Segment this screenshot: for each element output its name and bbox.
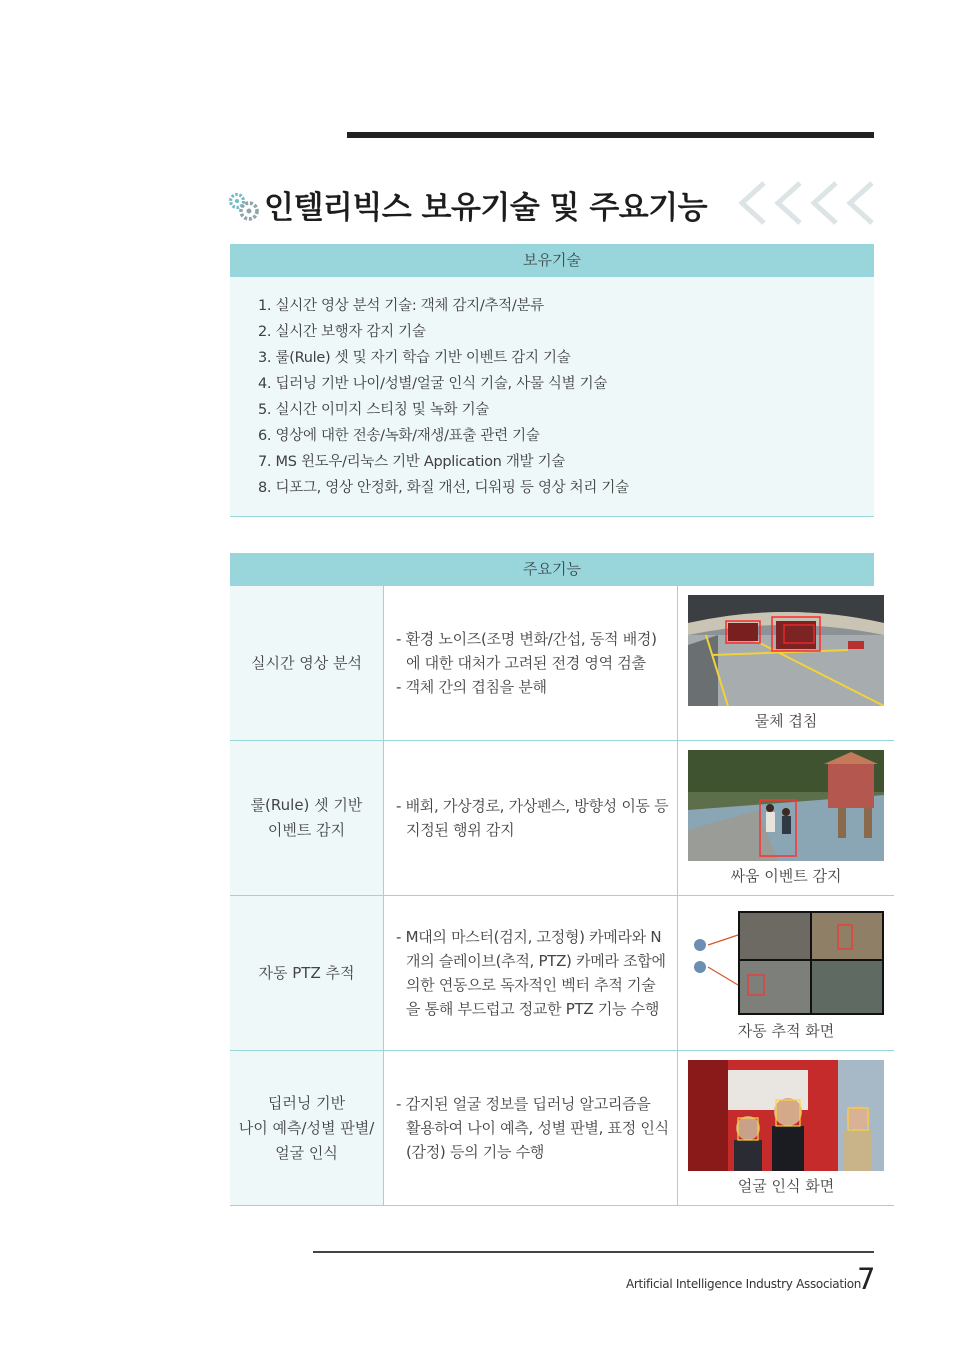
feature-name-line: 자동 PTZ 추적 xyxy=(258,963,355,982)
image-caption: 얼굴 인식 화면 xyxy=(737,1177,835,1195)
tech-item: 8. 디포그, 영상 안정화, 화질 개선, 디워핑 등 영상 처리 기술 xyxy=(258,480,629,496)
feature-name xyxy=(230,1051,384,1206)
section-title-row xyxy=(228,180,874,230)
feature-desc xyxy=(384,586,678,741)
tech-item: 1. 실시간 영상 분석 기술: 객체 감지/추적/분류 xyxy=(258,298,544,314)
page-title: 인텔리빅스 보유기술 및 주요기능 xyxy=(264,190,708,226)
feature-name xyxy=(230,741,384,896)
features-table xyxy=(230,586,894,1206)
feature-name-line: 룰(Rule) 셋 기반 xyxy=(250,796,363,814)
image-caption: 자동 추적 화면 xyxy=(737,1022,835,1040)
feature-image-cell xyxy=(678,741,895,896)
tech-item: 6. 영상에 대한 전송/녹화/재생/표출 관련 기술 xyxy=(258,428,540,444)
feature-desc-line: - 배회, 가상경로, 가상펜스, 방향성 이동 등 지정된 행위 감지 xyxy=(396,797,669,839)
tech-item: 7. MS 윈도우/리눅스 기반 Application 개발 기술 xyxy=(258,454,565,470)
feature-desc xyxy=(384,741,678,896)
feature-name-line: 딥러닝 기반 xyxy=(267,1093,346,1112)
footer-organization: Artificial Intelligence Industry Association xyxy=(626,1277,862,1291)
feature-name xyxy=(230,586,384,741)
features-header: 주요기능 xyxy=(230,553,874,586)
table-row xyxy=(230,741,894,896)
feature-desc-line: - 객체 간의 겹침을 분해 xyxy=(396,678,547,696)
feature-name-line: 얼굴 인식 xyxy=(275,1143,338,1162)
tech-list xyxy=(230,277,874,501)
image-caption: 물체 겹침 xyxy=(754,712,818,730)
feature-desc xyxy=(384,1051,678,1206)
face-recognition-image xyxy=(688,1060,884,1171)
feature-name-line: 나이 예측/성별 판별/ xyxy=(238,1118,375,1137)
table-row xyxy=(230,896,894,1051)
feature-name xyxy=(230,896,384,1051)
feature-image-cell xyxy=(678,586,895,741)
fight-detection-image xyxy=(688,750,884,861)
feature-desc-line: - M대의 마스터(검지, 고정형) 카메라와 N개의 슬레이브(추적, PTZ) 카메라 조합에 의한 연동으로 독자적인 벡터 추적 기술을 통해 부드럽고 정교한 PTZ 기능 수행 xyxy=(396,928,666,1018)
tech-item: 5. 실시간 이미지 스티칭 및 녹화 기술 xyxy=(258,402,489,418)
ptz-tracking-image xyxy=(688,905,884,1016)
feature-name-line: 이벤트 감지 xyxy=(267,821,346,839)
feature-image-cell xyxy=(678,896,895,1051)
chevrons-left-icon xyxy=(734,180,874,226)
table-row xyxy=(230,586,894,741)
feature-desc-line: - 감지된 얼굴 정보를 딥러닝 알고리즘을 활용하여 나이 예측, 성별 판별, 표정 인식(감정) 등의 기능 수행 xyxy=(396,1095,669,1161)
tech-item: 2. 실시간 보행자 감지 기술 xyxy=(258,324,426,340)
features-section xyxy=(230,553,874,1206)
gears-icon xyxy=(228,192,260,222)
tech-header: 보유기술 xyxy=(230,244,874,277)
feature-image-cell xyxy=(678,1051,895,1206)
top-rule xyxy=(347,132,874,138)
tech-section xyxy=(230,244,874,517)
tech-item: 3. 룰(Rule) 셋 및 자기 학습 기반 이벤트 감지 기술 xyxy=(258,350,571,366)
bottom-rule xyxy=(313,1251,874,1253)
page-number: 7 xyxy=(857,1262,876,1296)
feature-desc-line: - 환경 노이즈(조명 변화/간섭, 동적 배경) 에 대한 대처가 고려된 전경 영역 검출 xyxy=(396,630,657,672)
feature-name-line: 실시간 영상 분석 xyxy=(251,653,362,672)
feature-desc xyxy=(384,896,678,1051)
tech-item: 4. 딥러닝 기반 나이/성별/얼굴 인식 기술, 사물 식별 기술 xyxy=(258,376,608,392)
table-row xyxy=(230,1051,894,1206)
image-caption: 싸움 이벤트 감지 xyxy=(730,867,842,885)
tunnel-traffic-image xyxy=(688,595,884,706)
